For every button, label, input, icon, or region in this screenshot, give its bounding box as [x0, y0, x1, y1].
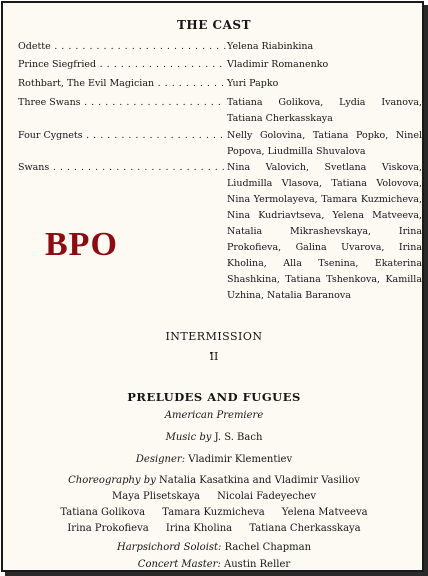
role-performers: Yuri Papko [227, 78, 279, 89]
intermission-heading: INTERMISSION [165, 330, 263, 343]
role-label: Odette . . . [18, 39, 226, 55]
dancer-name: Maya Plisetskaya [112, 491, 200, 502]
role-performers: Nelly Golovina, Tatiana Popko, Ninel Popova, Liudmilla Shuvalova [227, 130, 422, 157]
harpsichord-credit [0, 542, 428, 553]
role-label: Rothbart, The Evil Magician . . . [18, 76, 226, 92]
harpsichord-label: Harpsichord Soloist: [116, 542, 222, 553]
dancer-name: Yelena Matveeva [281, 507, 368, 518]
dancer-name: Tatiana Cherkasskaya [249, 523, 361, 534]
concert-master-credit [0, 559, 428, 570]
concert-master-name: Austin Reller [224, 559, 291, 570]
composer-name: J. S. Bach [214, 432, 263, 443]
designer-name: Vladimir Klementiev [188, 454, 293, 465]
role-performers: Nina Valovich, Svetlana Viskova, Liudmilla Vlasova, Tatiana Volovova, Nina Yermolayeva, Tamara Kuzmicheva, Nina Kudriavtseva, Yelena Matveeva, Natalia Mikrashevskaya, Irina Prokofieva, Galina Uvarova, Irina Kholina, Alla Tsenina, Ekaterina Shashkina, Tatiana Tshenkova, Kamilla Uzhina, Natalia Baranova [227, 162, 422, 301]
music-label: Music by [165, 432, 212, 443]
harpsichord-name: Rachel Chapman [224, 542, 312, 553]
choreography-credit [0, 475, 428, 486]
choreography-label: Choreography by [68, 475, 156, 486]
choreographer-names: Natalia Kasatkina and Vladimir Vasiliov [159, 475, 360, 486]
designer-credit [0, 454, 428, 465]
role-label: Four Cygnets . . . [18, 128, 226, 144]
dancer-name: Tamara Kuzmicheva [162, 507, 265, 518]
role-performers: Yelena Riabinkina [227, 41, 314, 52]
role-label: Prince Siegfried . . . [18, 57, 226, 73]
designer-label: Designer: [135, 454, 186, 465]
dancer-line [0, 523, 428, 534]
dancer-line [0, 507, 428, 518]
act-numeral: II [209, 350, 219, 363]
preludes-title: PRELUDES AND FUGUES [127, 390, 301, 404]
dancer-name: Nicolai Fadeyechev [217, 491, 316, 502]
role-performers: Tatiana Golikova, Lydia Ivanova, Tatiana Cherkasskaya [227, 97, 422, 124]
bpo-stamp: BPO [45, 226, 118, 263]
premiere-note: American Premiere [164, 410, 264, 421]
dancer-name: Tatiana Golikova [60, 507, 146, 518]
dancer-line [0, 491, 428, 502]
role-performers: Vladimir Romanenko [227, 59, 329, 70]
concert-master-label: Concert Master: [137, 559, 221, 570]
dancer-name: Irina Kholina [165, 523, 233, 534]
dancer-name: Irina Prokofieva [67, 523, 149, 534]
cast-heading: THE CAST [176, 18, 252, 32]
role-label: Three Swans . . . [18, 95, 226, 111]
role-label: Swans . . . [18, 160, 226, 176]
music-credit [0, 432, 428, 443]
